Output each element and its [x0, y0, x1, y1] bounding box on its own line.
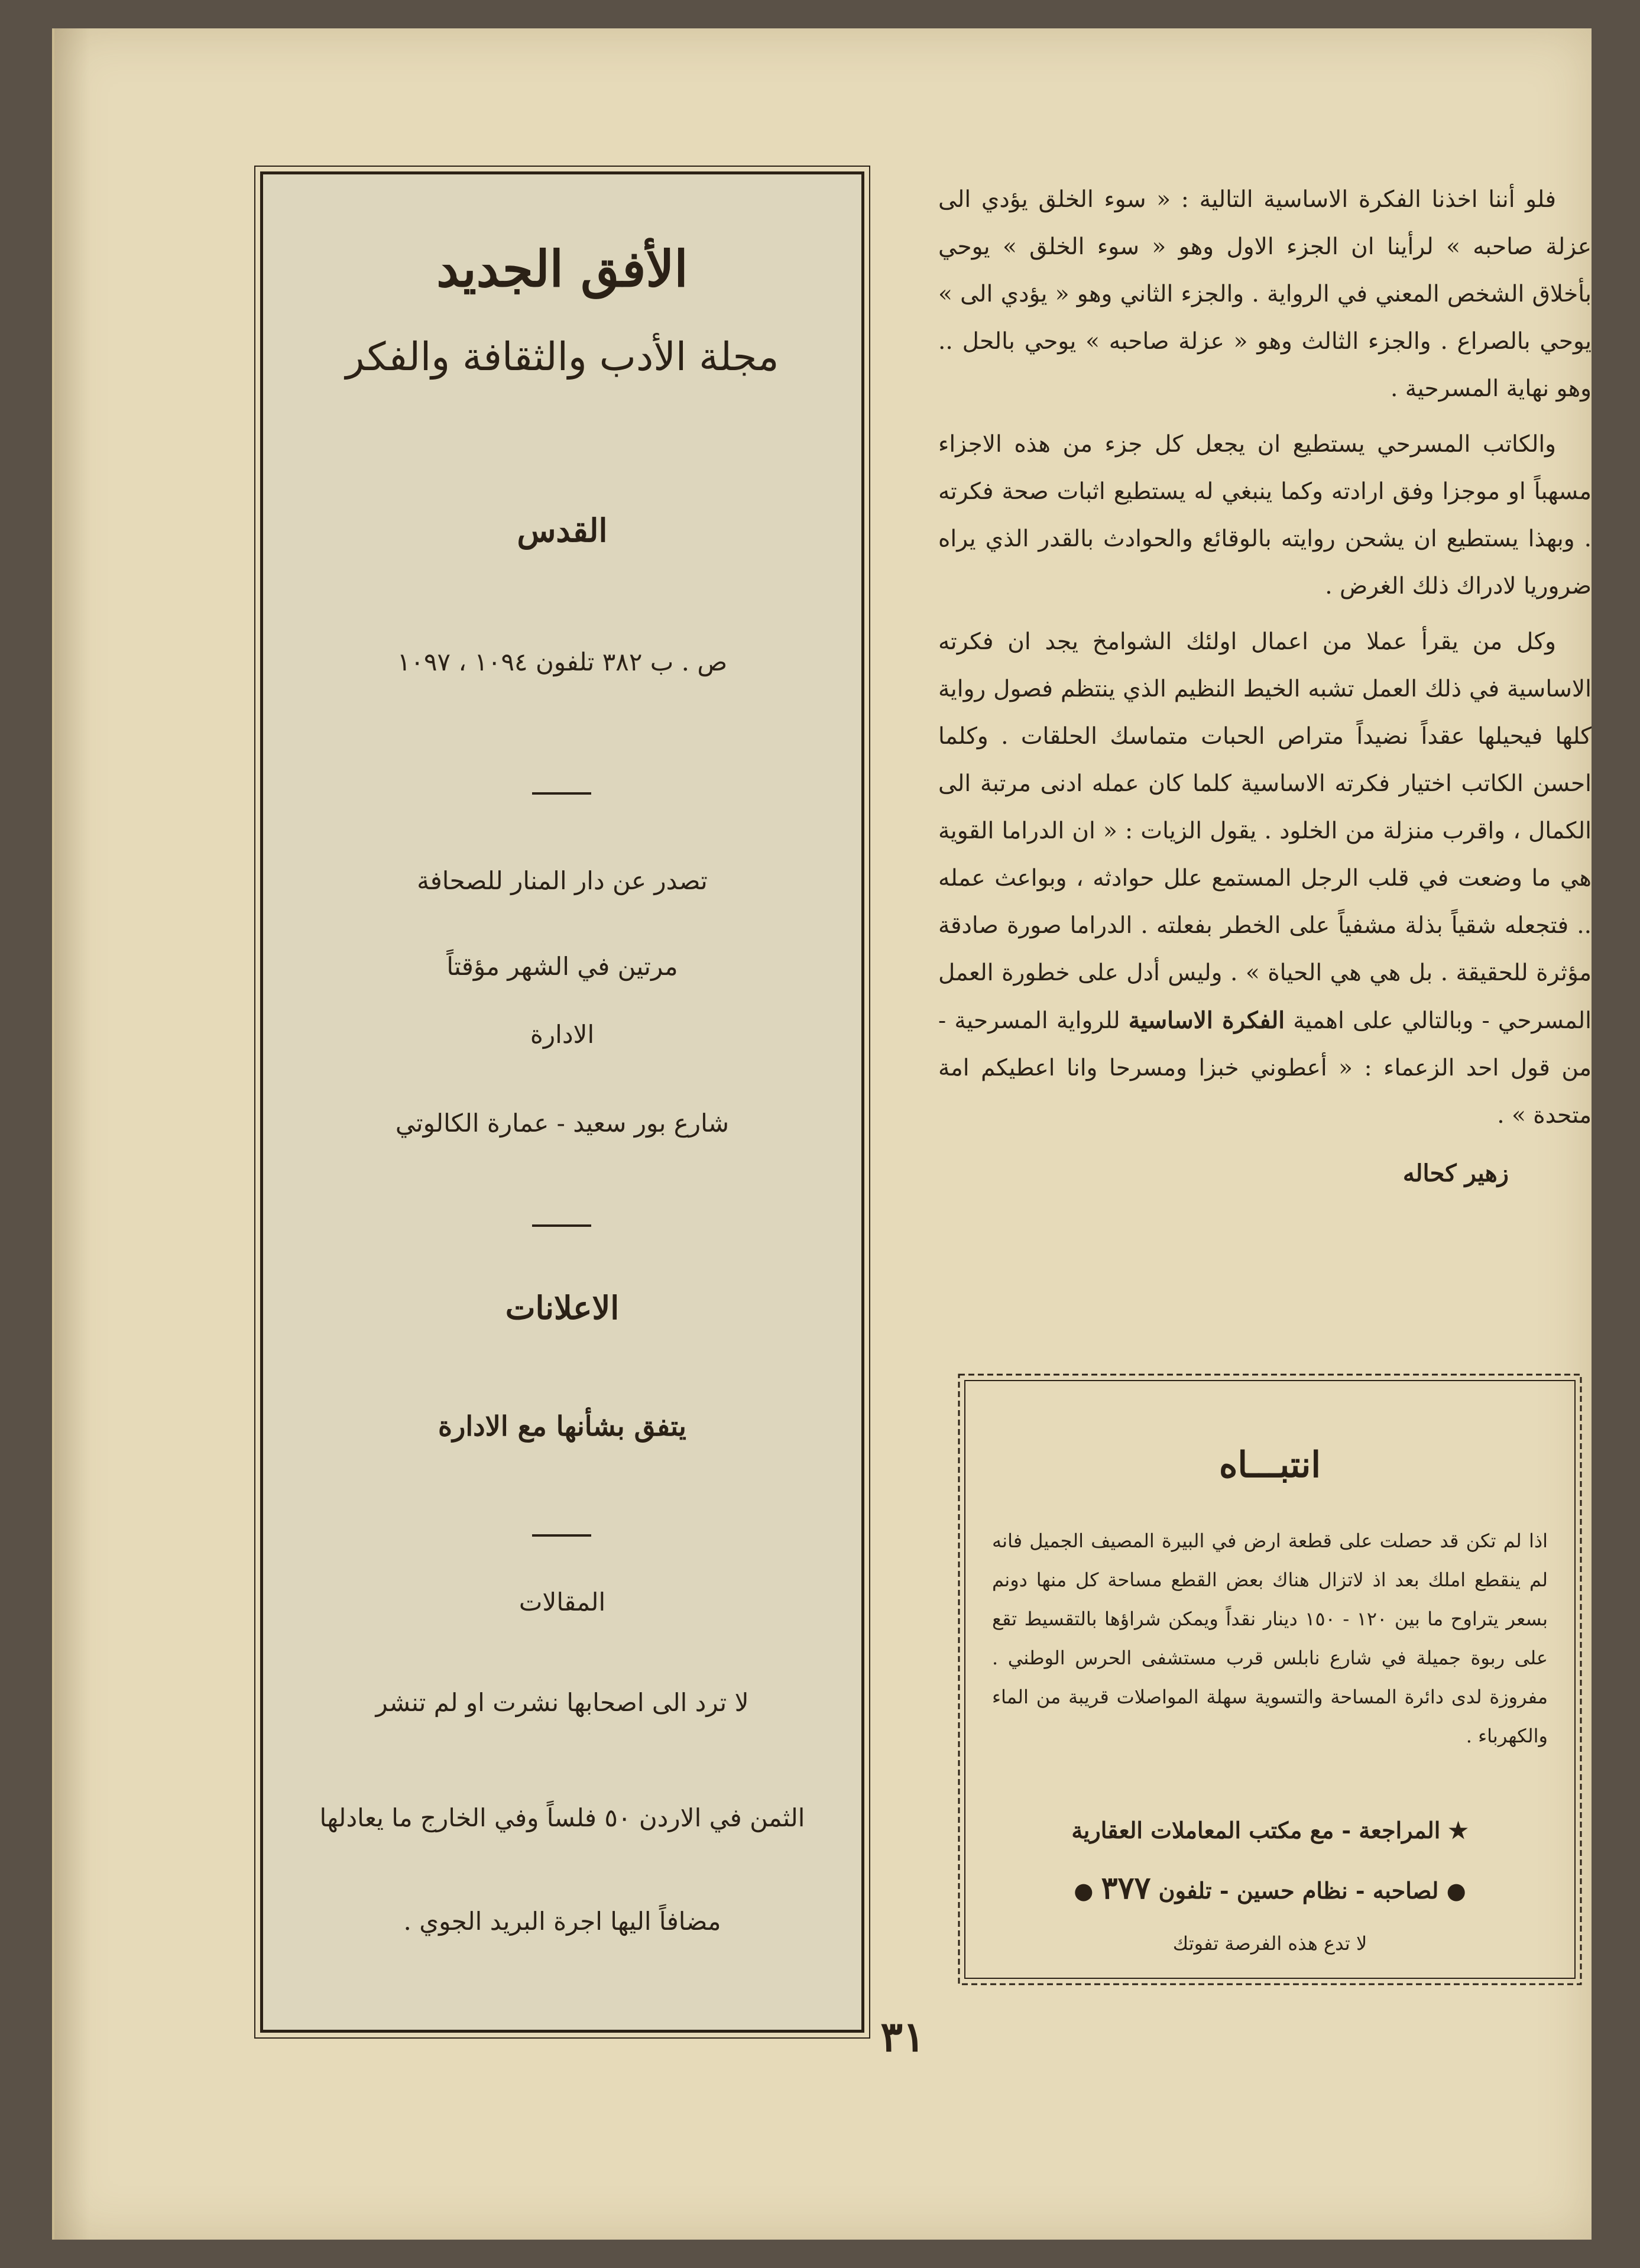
magazine-address: شارع بور سعيد - عمارة الكالوتي: [395, 1109, 730, 1138]
notice-owner-line: [987, 1870, 1553, 1906]
article-column: [938, 176, 1592, 1197]
magazine-info-box: [260, 171, 864, 2033]
article-bold-phrase: الفكرة الاساسية: [1128, 1007, 1285, 1034]
divider: [532, 792, 591, 795]
article-paragraph: [938, 618, 1592, 1139]
article-closing-text: للرواية المسرحية - من قول احد الزعماء : « أعطوني خبزا ومسرحا وانا اعطيكم امة متحدة » .: [938, 1007, 1592, 1129]
page-fold-shadow: [54, 28, 90, 2240]
magazine-frequency: مرتين في الشهر مؤقتاً: [446, 952, 678, 981]
notice-heading: انتبـــاه: [1218, 1444, 1321, 1486]
magazine-title: الأفق الجديد: [436, 239, 688, 298]
article-paragraph: والكاتب المسرحي يستطيع ان يجعل كل جزء من هذه الاجزاء مسهباً او موجزا وفق ارادته وكما ينبغي له يستطيع اثبات صحة فكرته . وبهذا يستطيع ان يشحن روايته بالوقائع والحوادث بالقدر الذي يراه ضروريا لادراك ذلك الغرض .: [938, 431, 1592, 600]
magazine-ads-text: يتفق بشأنها مع الادارة: [438, 1410, 686, 1442]
star-icon: ★: [1448, 1817, 1469, 1843]
magazine-subtitle: مجلة الأدب والثقافة والفكر: [345, 334, 779, 380]
notice-phone: ٣٧٧: [1101, 1870, 1151, 1906]
magazine-ads-label: الاعلانات: [505, 1289, 620, 1327]
magazine-articles-text: لا ترد الى اصحابها نشرت او لم تنشر: [375, 1688, 749, 1717]
magazine-articles-label: المقالات: [518, 1587, 606, 1616]
notice-contact-line: [987, 1817, 1553, 1843]
magazine-price: الثمن في الاردن ٥٠ فلساً وفي الخارج ما يعادلها: [319, 1803, 805, 1832]
article-author: زهير كحاله: [1402, 1159, 1509, 1187]
magazine-contact: ص . ب ٣٨٢ تلفون ١٠٩٤ ، ١٠٩٧: [397, 647, 728, 676]
article-paragraph-text: وكل من يقرأ عملا من اعمال اولئك الشوامخ يجد ان فكرته الاساسية في ذلك العمل تشبه الخيط النظيم الذي ينتظم فصول رواية كلها فيحيلها عقداً نضيداً متراص الحبات متماسك الحلقات . وكلما احسن الكاتب اختيار فكرته الاساسية كلما كان عمله ادنى مرتبة الى الكمال ، واقرب منزلة من الخلود . يقول الزيات : « ان الدراما القوية هي ما وضعت في قلب الرجل المستمع علل حوادثه ، وبواعث عمله .. فتجعله شقياً بذلة مشفياً على الخطر بفعلته . الدراما صورة صادقة مؤثرة للحقيقة . بل هي هي الحياة » . وليس أدل على خطورة العمل المسرحي - وبالتالي على اهمية: [938, 628, 1592, 1034]
notice-owner-text: لصاحبه - نظام حسين - تلفون: [1158, 1877, 1439, 1904]
bullet-icon: ●: [1074, 1877, 1094, 1904]
article-paragraph: فلو أننا اخذنا الفكرة الاساسية التالية : « سوء الخلق يؤدي الى عزلة صاحبه » لرأينا ان الجزء الاول وهو « سوء الخلق » يوحي بأخلاق الشخص المعني في الرواية . والجزء الثاني وهو « يؤدي الى » يوحي بالصراع . والجزء الثالث وهو « عزلة صاحبه » يوحي بالحل .. وهو نهاية المسرحية .: [938, 186, 1592, 402]
magazine-city: القدس: [517, 511, 608, 549]
magazine-postage: مضافاً اليها اجرة البريد الجوي .: [403, 1907, 721, 1936]
notice-body: اذا لم تكن قد حصلت على قطعة ارض في البيرة المصيف الجميل فانه لم ينقطع املك بعد اذ لاتزال هناك بعض القطع مساحة كل منها دونم بسعر يتراوح ما بين ١٢٠ - ١٥٠ دينار نقداً ويمكن شراؤها بالتقسيط تقع على ربوة جميلة في شارع نابلس قرب مستشفى الحرس الوطني . مفروزة لدى دائرة المساحة والتسوية سهلة المواصلات قريبة من الماء والكهرباء .: [992, 1530, 1548, 1747]
notice-footer: لا تدع هذه الفرصة تفوتك: [1172, 1932, 1367, 1955]
page-number: ٣١: [880, 2012, 925, 2061]
divider: [532, 1534, 591, 1537]
magazine-admin-label: الادارة: [530, 1020, 595, 1049]
bullet-icon: ●: [1446, 1877, 1466, 1904]
divider: [532, 1224, 591, 1227]
notice-box: [952, 1368, 1588, 1991]
magazine-publisher: تصدر عن دار المنار للصحافة: [417, 866, 708, 895]
page: [52, 28, 1592, 2240]
notice-contact-text: المراجعة - مع مكتب المعاملات العقارية: [1071, 1817, 1441, 1843]
